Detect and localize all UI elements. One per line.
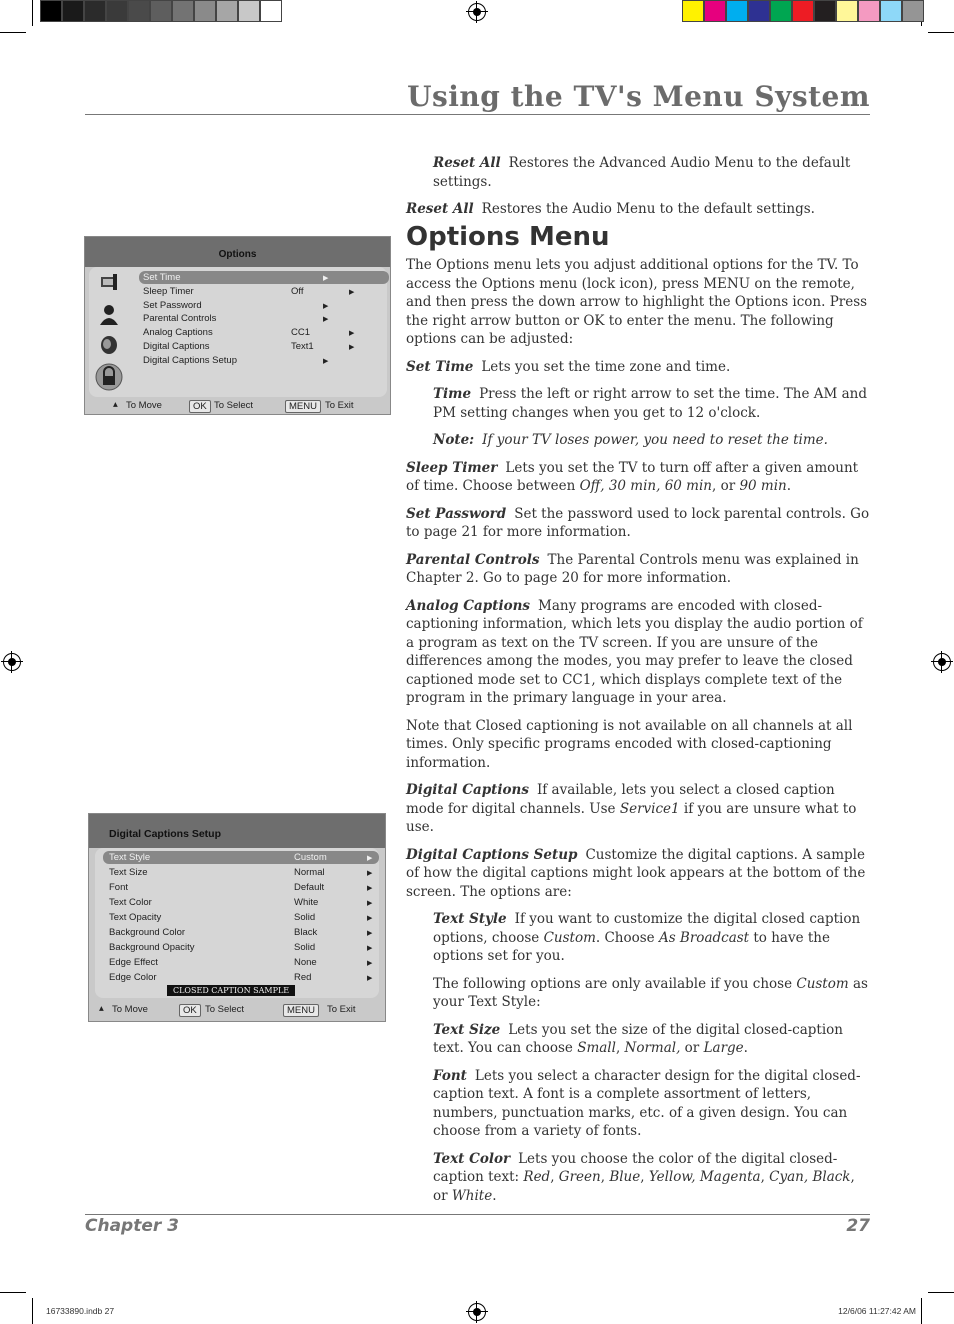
move-hint: To Move (126, 400, 162, 411)
dcs-menu-item[interactable]: Background Color Black ▶ (109, 927, 373, 938)
item-digital-captions-setup: Digital Captions Setup Customize the digital captions. A sample of how the digital captions might look appears at the bottom of the screen. The options are: (406, 846, 866, 900)
person-icon (97, 303, 121, 325)
color-swatch (770, 0, 792, 22)
color-swatch (216, 0, 238, 22)
color-swatch (84, 0, 106, 22)
color-swatch (880, 0, 902, 22)
item-time: Time Press the left or right arrow to set the time. The AM and PM setting changes when you get to 12 o'clock. (433, 386, 868, 421)
chevron-right-icon: ▶ (349, 344, 355, 351)
dcs-menu-item[interactable]: Text Color White ▶ (109, 897, 373, 908)
options-icon-column (93, 269, 125, 395)
options-menu-item[interactable]: Set Password ▶ (143, 299, 329, 311)
color-swatch (194, 0, 216, 22)
registration-mark-icon (468, 1303, 486, 1321)
color-swatch (150, 0, 172, 22)
options-menu-item[interactable]: Parental Controls ▶ (143, 313, 329, 325)
chevron-right-icon: ▶ (349, 330, 355, 338)
chevron-right-icon: ▶ (367, 945, 373, 952)
select-hint: To Select (205, 1004, 245, 1015)
chevron-right-icon: ▶ (367, 870, 373, 877)
color-swatch (682, 0, 704, 22)
slug-file: 16733890.indb 27 (46, 1306, 115, 1316)
chevron-right-icon: ▶ (367, 960, 373, 967)
item-sleep-timer: Sleep Timer Lets you set the TV to turn off after a given amount of time. Choose between Off, 30 min, 60 min, or 90 min. (406, 459, 859, 494)
color-swatch (172, 0, 194, 22)
item-set-time: Set Time Lets you set the time zone and time. (406, 358, 731, 375)
reset-all-audio: Reset All Restores the Audio Menu to the default settings. (406, 201, 815, 217)
item-text-color: Text Color Lets you choose the color of the digital closed-caption text: Red, Green, Blue, Yellow, Magenta, Cyan, Black, or White. (433, 1150, 855, 1204)
color-swatch (748, 0, 770, 22)
chevron-right-icon: ▶ (367, 930, 373, 937)
updown-arrow-icon: ▴ (113, 399, 118, 410)
options-menu-item[interactable]: Digital Captions Text1 ▶ (143, 341, 355, 352)
page-number: 27 (846, 1216, 870, 1236)
item-font: Font Lets you select a character design for the digital closed-caption text. A font is a complete assortment of letters, numbers, punctuation marks, etc. of a given design. You can choose from a variety of fonts. (433, 1067, 861, 1139)
chapter-label: Chapter 3 (85, 1216, 180, 1236)
ok-key: OK (189, 400, 211, 413)
select-hint: To Select (214, 400, 254, 411)
crop-mark (0, 32, 26, 33)
item-analog-captions: Analog Captions Many programs are encoded with closed-captioning information, which lets you display the audio portion of a program as text on the TV screen. If you are unsure of the differences among the modes, you may prefer to leave the closed captioned mode set to CC1, which displays complete text of the program in the primary language in your area. (406, 597, 863, 706)
color-swatch (40, 0, 62, 22)
color-swatch (106, 0, 128, 22)
chevron-right-icon: ▶ (367, 855, 373, 862)
chevron-right-icon: ▶ (323, 275, 329, 282)
menu-key: MENU (285, 400, 321, 413)
dcs-menu-item[interactable]: Text Size Normal ▶ (109, 867, 373, 878)
crop-mark (928, 1292, 954, 1293)
title-rule (85, 114, 870, 115)
options-screen-title: Options (218, 249, 257, 260)
chevron-right-icon: ▶ (349, 288, 355, 296)
chevron-right-icon: ▶ (367, 975, 373, 982)
chevron-right-icon: ▶ (323, 302, 329, 310)
exit-hint: To Exit (325, 400, 354, 411)
crop-mark (921, 1298, 922, 1324)
options-menu-screen (84, 236, 391, 415)
section-title: Options Menu (406, 221, 610, 252)
ok-key: OK (179, 1004, 201, 1017)
item-text-style: Text Style If you want to customize the digital closed caption options, choose Custom. Choose As Broadcast to have the options set for you. (433, 911, 861, 964)
chevron-right-icon: ▶ (367, 885, 373, 892)
color-swatch (260, 0, 282, 22)
menu-key: MENU (283, 1004, 319, 1017)
dcs-menu-item[interactable]: Edge Effect None ▶ (109, 957, 373, 968)
section-lead: The Options menu lets you adjust additional options for the TV. To access the Options menu (lock icon), press MENU on the remote, and then press the down arrow to highlight the Options icon. Press the right arrow button or OK to enter the menu. The following options can be adjusted: (406, 257, 868, 347)
options-menu-item[interactable]: Set Time ▶ (139, 271, 389, 284)
item-set-password: Set Password Set the password used to lock parental controls. Go to page 21 for more information. (406, 505, 870, 540)
dcs-menu-item[interactable]: Edge Color Red ▶ (109, 972, 373, 983)
dcs-menu-item[interactable]: Background Opacity Solid ▶ (109, 942, 373, 953)
color-swatch (62, 0, 84, 22)
chevron-right-icon: ▶ (323, 316, 329, 324)
tv-settings-icon (97, 272, 121, 294)
color-swatch (238, 0, 260, 22)
color-swatch (128, 0, 150, 22)
color-swatch (858, 0, 880, 22)
footer-rule (85, 1214, 870, 1215)
exit-hint: To Exit (327, 1004, 356, 1015)
slug-date: 12/6/06 11:27:42 AM (838, 1306, 916, 1316)
crop-mark (32, 1298, 33, 1324)
color-swatch (902, 0, 924, 22)
color-swatch (704, 0, 726, 22)
item-digital-captions: Digital Captions If available, lets you select a closed caption mode for digital channels. Use Service1 if you are unsure what to use. (406, 782, 857, 835)
chevron-right-icon: ▶ (367, 900, 373, 907)
options-menu-item[interactable]: Sleep Timer Off ▶ (143, 285, 355, 297)
dcs-menu-item[interactable]: Text Style Custom ▶ (103, 851, 379, 864)
registration-mark-icon (933, 653, 951, 671)
chevron-right-icon: ▶ (323, 357, 329, 365)
color-swatch (726, 0, 748, 22)
options-menu-item[interactable]: Digital Captions Setup ▶ (143, 354, 329, 366)
color-swatch (814, 0, 836, 22)
color-bar-grayscale (40, 0, 282, 22)
registration-mark-icon (3, 653, 21, 671)
chevron-right-icon: ▶ (367, 915, 373, 922)
crop-mark (0, 1292, 26, 1293)
crop-mark (32, 0, 33, 26)
options-menu-item[interactable]: Analog Captions CC1 ▶ (143, 327, 355, 339)
move-hint: To Move (112, 1004, 148, 1015)
closed-caption-sample: CLOSED CAPTION SAMPLE (167, 985, 295, 996)
color-bar-process (682, 0, 924, 22)
content-column (406, 154, 870, 1214)
audio-icon (97, 333, 121, 355)
color-swatch (836, 0, 858, 22)
dcs-menu-item[interactable]: Text Opacity Solid ▶ (109, 912, 373, 923)
dcs-screen-title: Digital Captions Setup (109, 828, 222, 840)
crop-mark (928, 32, 954, 33)
color-swatch (792, 0, 814, 22)
dcs-menu-item[interactable]: Font Default ▶ (109, 882, 373, 893)
dcs-menu-screen (88, 813, 386, 1022)
item-parental-controls: Parental Controls The Parental Controls menu was explained in Chapter 2. Go to page 20 for more information. (406, 551, 859, 586)
registration-mark-icon (468, 3, 486, 21)
lock-icon (95, 363, 123, 391)
item-note: Note: If your TV loses power, you need to reset the time. (433, 432, 828, 448)
page-title: Using the TV's Menu System (407, 80, 870, 113)
item-text-size: Text Size Lets you set the size of the digital closed-caption text. You can choose Small, Normal, or Large. (433, 1021, 843, 1056)
updown-arrow-icon: ▴ (99, 1003, 104, 1014)
reset-all-advanced: Reset All Restores the Advanced Audio Menu to the default settings. (433, 155, 851, 190)
custom-note: The following options are only available if you chose Custom as your Text Style: (433, 975, 868, 1010)
cc-note: Note that Closed captioning is not available on all channels at all times. Only specific programs encoded with closed-captioning information. (406, 717, 853, 771)
